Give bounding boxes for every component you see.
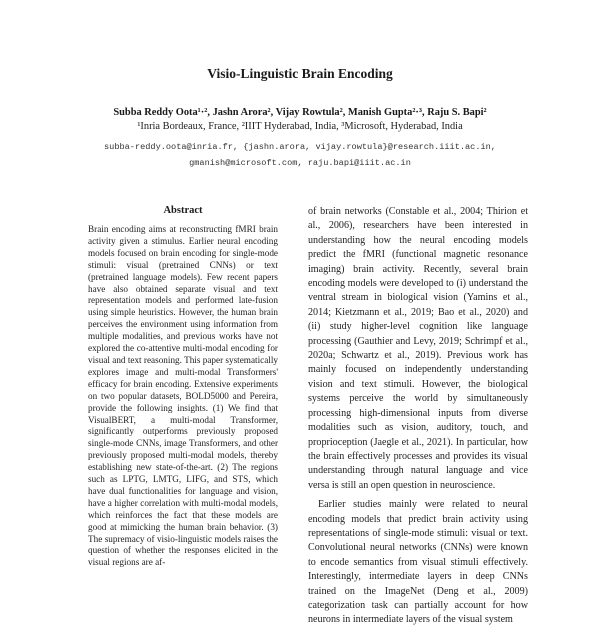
affiliations: ¹Inria Bordeaux, France, ²IIIT Hyderabad, India, ³Microsoft, Hyderabad, India (137, 121, 463, 132)
intro-paragraph-2: Earlier studies mainly were related to neural encoding models that predict brain activity using representations of single-mode stimuli: visual or text. Convolutional neural networks (CNNs) were known to encode semantics from visual stimuli effectively. Interestingly, intermediate layers in deep CNNs trained on the ImageNet (Deng et al., 2009) categorization task can partially account for how neurons in intermediate layers of the visual system (308, 499, 528, 626)
abstract-column (88, 224, 278, 569)
paper-title: Visio-Linguistic Brain Encoding (207, 66, 393, 81)
abstract-heading: Abstract (163, 205, 203, 216)
introduction-column (308, 205, 528, 628)
email-line-1: subba-reddy.oota@inria.fr, {jashn.arora, vijay.rowtula}@research.iiit.ac.in, (104, 142, 496, 152)
intro-paragraph-1: of brain networks (Constable et al., 2004; Thirion et al., 2006), researchers have been interested in understanding how the neural encoding models predict the fMRI (functional magnetic resonance imaging) brain activity. Recently, several brain encoding models were developed to (i) understand the ventral stream in biological vision (Yamins et al., 2014; Kietzmann et al., 2019; Bao et al., 2020) and (ii) study higher-level cognition like language processing (Gauthier and Levy, 2019; Schrimpf et al., 2020a; Schwartz et al., 2019). Previous work has mainly focused on independently understanding vision and text stimuli. However, the biological systems perceive the world by simultaneously processing high-dimensional inputs from diverse modalities such as vision, auditory, touch, and proprioception (Jaegle et al., 2021). In particular, how the brain effectively processes and provides its visual understanding through natural language and vice versa is still an open question in neuroscience. (308, 206, 528, 491)
email-line-2: gmanish@microsoft.com, raju.bapi@iiit.ac.in (189, 158, 411, 168)
abstract-text: Brain encoding aims at reconstructing fMRI brain activity given a stimulus. Earlier neural encoding models focused on brain encoding for single-mode stimuli: visual (pretrained CNNs) or text (pretrained language models). Few recent papers have also obtained separate visual and text representation models and performed late-fusion using simple heuristics. However, the human brain perceives the environment using information from multiple modalities, and previous works have not explored the co-attentive multi-modal encoding for visual and text reasoning. This paper systematically explores image and multi-modal Transformers' efficacy for brain encoding. Extensive experiments on two popular datasets, BOLD5000 and Pereira, provide the following insights. (1) We find that VisualBERT, a multi-modal Transformer, significantly outperforms previously proposed single-mode CNNs, image Transformers, and other previously proposed multi-modal models, thereby establishing new state-of-the-art. (2) The regions such as LPTG, LMTG, LIFG, and STS, which have dual functionalities for language and vision, have a higher correlation with multi-modal models, which reinforces the fact that these models are good at mimicking the human brain behavior. (3) The supremacy of visio-linguistic models raises the question of whether the responses elicited in the visual regions are af- (88, 224, 278, 568)
author-list: Subba Reddy Oota¹·², Jashn Arora², Vijay Rowtula², Manish Gupta²·³, Raju S. Bapi² (113, 107, 487, 118)
